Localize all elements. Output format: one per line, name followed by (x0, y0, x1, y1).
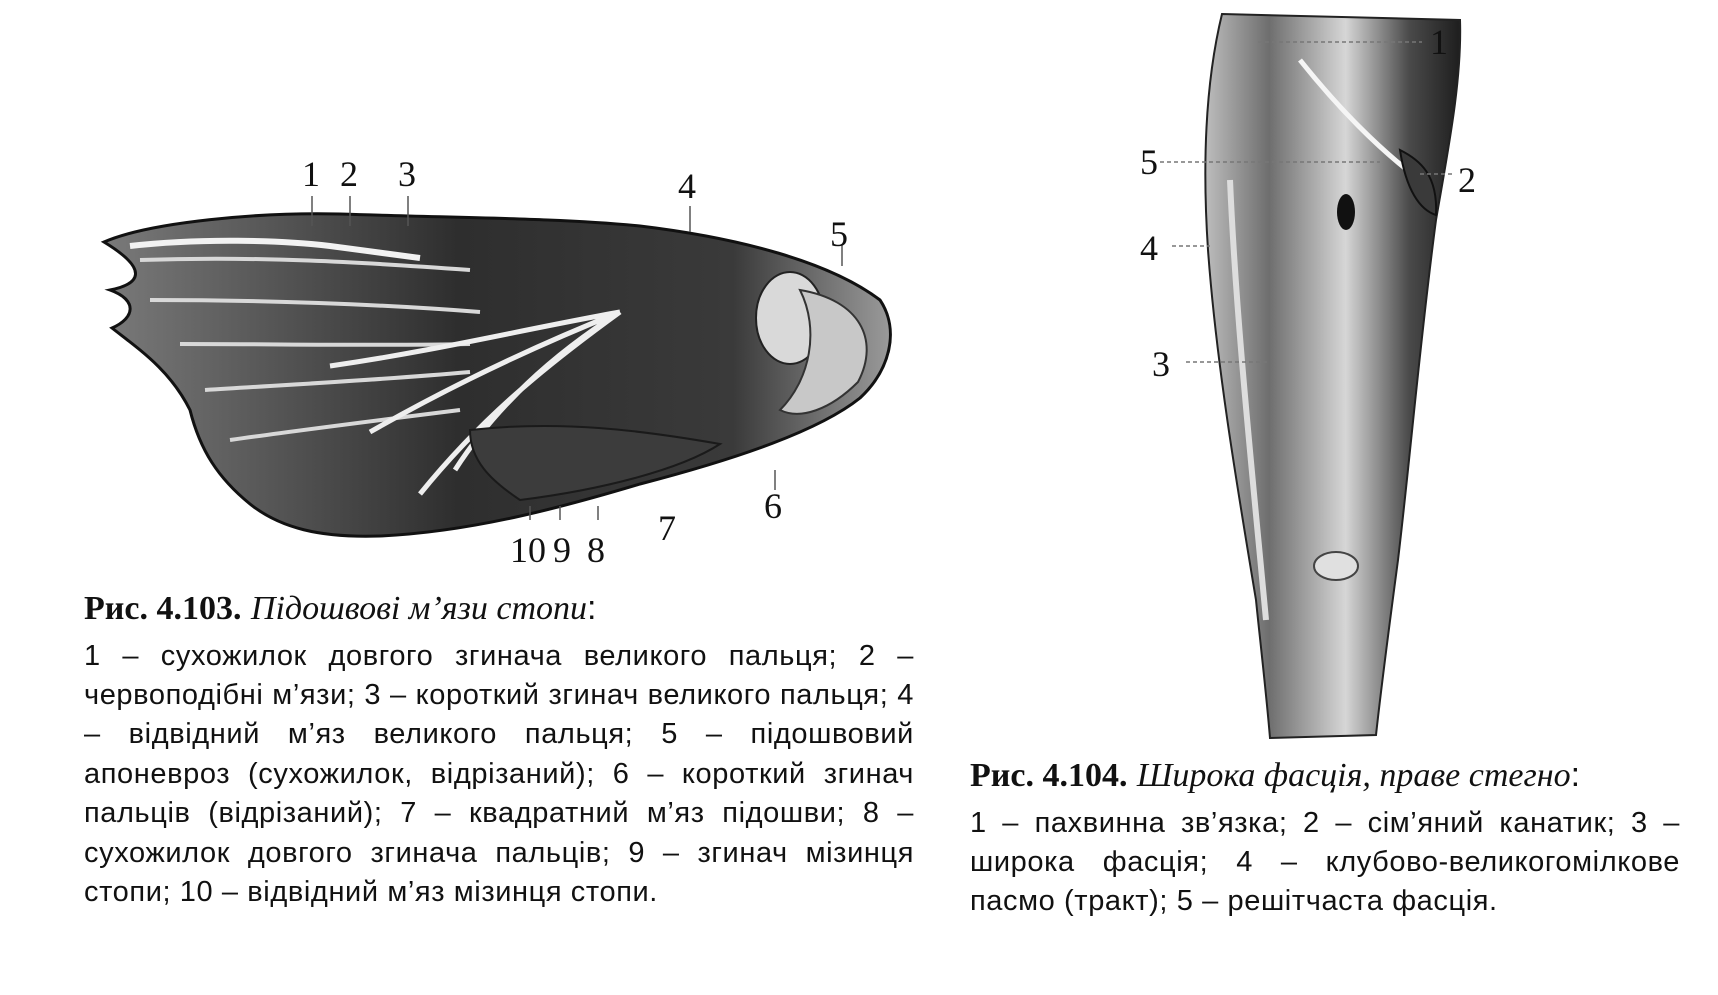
foot-callout-4: 4 (678, 166, 696, 206)
figure-104-label: Рис. 4.104. (970, 757, 1128, 794)
thigh-callout-2: 2 (1458, 160, 1476, 200)
foot-callout-7: 7 (658, 508, 676, 548)
figure-104-caption (970, 752, 1680, 922)
saphenous-opening (1337, 194, 1355, 230)
foot-callout-8: 8 (587, 530, 605, 570)
foot-callout-10: 10 (510, 530, 546, 570)
figure-104-legend: 1 – пахвинна зв’язка; 2 – сім’яний канатик; 3 – широка фасція; 4 – клубово-великогомілкове пасмо (тракт); 5 – решітчаста фасція. (970, 806, 1680, 918)
figure-104-colon: : (1570, 756, 1581, 794)
foot-callout-2: 2 (340, 154, 358, 194)
patella (1314, 552, 1358, 580)
foot-callout-5: 5 (830, 214, 848, 254)
foot-callout-3: 3 (398, 154, 416, 194)
figure-103-legend: 1 – сухожилок довгого згинача великого пальця; 2 – червоподібні м’язи; 3 – короткий згинач великого пальця; 4 – відвідний м’яз великого пальця; 5 – підошвовий апоневроз (сухожилок, відрізаний); 6 – короткий згинач пальців (відрізаний); 7 – квадратний м’яз підошви; 8 – сухожилок довгого згинача пальців; 9 – згинач мізинця стопи; 10 – відвідний м’яз мізинця стопи. (84, 639, 914, 909)
thigh-callout-5: 5 (1140, 142, 1158, 182)
thigh-callout-4: 4 (1140, 228, 1158, 268)
figure-104-title (970, 752, 1680, 800)
foot-callout-6: 6 (764, 486, 782, 526)
figure-104-name: Широка фасція, праве стегно (1136, 757, 1571, 794)
figure-103-caption (84, 585, 914, 913)
thigh-illustration (1205, 14, 1460, 738)
thigh-callout-1: 1 (1430, 22, 1448, 62)
figure-103-colon: : (587, 589, 597, 627)
thigh-callout-3: 3 (1152, 344, 1170, 384)
foot-callout-9: 9 (553, 530, 571, 570)
foot-callout-1: 1 (302, 154, 320, 194)
figure-103-title (84, 585, 914, 633)
figure-103-name: Підошвові м’язи стопи (250, 590, 588, 627)
figure-103-label: Рис. 4.103. (84, 590, 242, 627)
